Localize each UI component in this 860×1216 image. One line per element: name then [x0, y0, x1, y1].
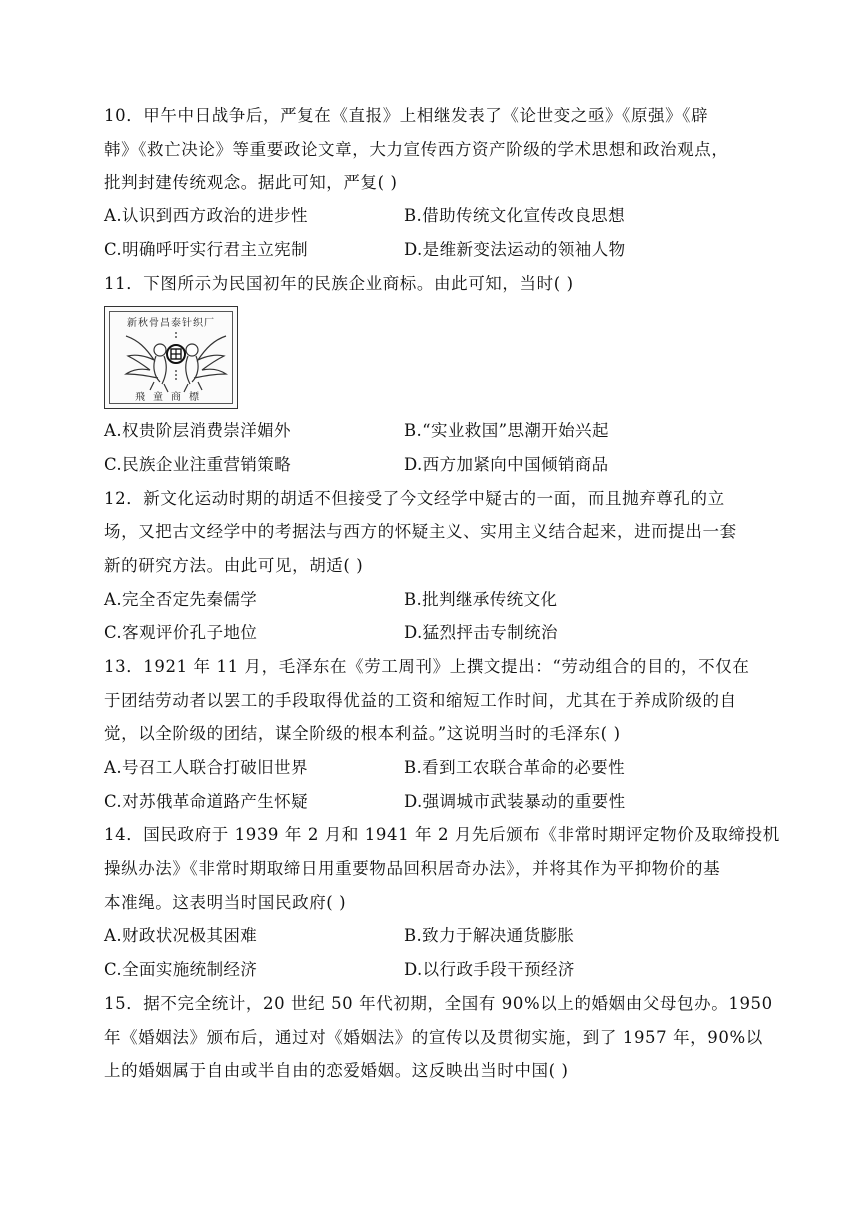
- trademark-image: [104, 306, 238, 409]
- question-13-line-3: 觉，以全阶级的团结，谋全阶级的根本利益。”这说明当时的毛泽东( ): [104, 724, 621, 743]
- question-10-option-d: D.是维新变法运动的领袖人物: [404, 240, 626, 259]
- question-14-line-1: 14．国民政府于 1939 年 2 月和 1941 年 2 月先后颁布《非常时期评定物价及取缔投机: [104, 825, 780, 844]
- question-13-line-2: 于团结劳动者以罢工的手段取得优益的工资和缩短工作时间，尤其在于养成阶级的自: [104, 691, 737, 710]
- question-10-option-a: A.认识到西方政治的进步性: [104, 206, 308, 225]
- trademark-top-text: 新秋骨昌泰针织厂: [127, 318, 215, 329]
- question-10-line-1: 10．甲午中日战争后，严复在《直报》上相继发表了《论世变之亟》《原强》《辟: [104, 106, 709, 125]
- flying-children-illustration: [120, 326, 232, 396]
- question-10-line-2: 韩》《救亡决论》等重要政论文章，大力宣传西方资产阶级的学术思想和政治观点，: [104, 140, 729, 159]
- question-13-option-a: A.号召工人联合打破旧世界: [104, 758, 308, 777]
- trademark-bottom-text: 飛童商標: [135, 392, 207, 403]
- question-11-option-c: C.民族企业注重营销策略: [104, 455, 292, 474]
- question-15-line-1: 15．据不完全统计，20 世纪 50 年代初期，全国有 90%以上的婚姻由父母包办。1950: [104, 994, 773, 1013]
- question-13-option-b: B.看到工农联合革命的必要性: [404, 758, 625, 777]
- question-11-line-1: 11．下图所示为民国初年的民族企业商标。由此可知，当时( ): [104, 274, 574, 293]
- question-15-line-3: 上的婚姻属于自由或半自由的恋爱婚姻。这反映出当时中国( ): [104, 1061, 569, 1080]
- question-11-option-d: D.西方加紧向中国倾销商品: [404, 455, 609, 474]
- question-12-option-c: C.客观评价孔子地位: [104, 623, 258, 642]
- question-13-option-d: D.强调城市武装暴动的重要性: [404, 792, 626, 811]
- question-10-option-b: B.借助传统文化宣传改良思想: [404, 206, 625, 225]
- question-12-option-a: A.完全否定先秦儒学: [104, 590, 258, 609]
- question-14-option-a: A.财政状况极其困难: [104, 926, 258, 945]
- question-12-line-1: 12．新文化运动时期的胡适不但接受了今文经学中疑古的一面，而且抛弃尊孔的立: [104, 489, 725, 508]
- question-14-option-c: C.全面实施统制经济: [104, 960, 258, 979]
- question-14-option-b: B.致力于解决通货膨胀: [404, 926, 575, 945]
- question-14-option-d: D.以行政手段干预经济: [404, 960, 575, 979]
- question-13-option-c: C.对苏俄革命道路产生怀疑: [104, 792, 308, 811]
- question-11-option-b: B.“实业救国”思潮开始兴起: [404, 421, 609, 440]
- trademark-frame: [109, 311, 233, 404]
- question-12-option-b: B.批判继承传统文化: [404, 590, 558, 609]
- question-15-line-2: 年《婚姻法》颁布后，通过对《婚姻法》的宣传以及贯彻实施，到了 1957 年，90%以: [104, 1028, 763, 1047]
- question-12-line-2: 场，又把古文经学中的考据法与西方的怀疑主义、实用主义结合起来，进而提出一套: [104, 522, 737, 541]
- question-14-line-2: 操纵办法》《非常时期取缔日用重要物品回积居奇办法》，并将其作为平抑物价的基: [104, 859, 721, 878]
- question-10-line-3: 批判封建传统观念。据此可知，严复( ): [104, 173, 398, 192]
- question-12-option-d: D.猛烈抨击专制统治: [404, 623, 558, 642]
- question-11-option-a: A.权贵阶层消费崇洋媚外: [104, 421, 291, 440]
- question-10-option-c: C.明确呼吁实行君主立宪制: [104, 240, 308, 259]
- question-13-line-1: 13．1921 年 11 月，毛泽东在《劳工周刊》上撰文提出：“劳动组合的目的，不仅在: [104, 657, 750, 676]
- question-14-line-3: 本准绳。这表明当时国民政府( ): [104, 893, 347, 912]
- question-12-line-3: 新的研究方法。由此可见，胡适( ): [104, 556, 364, 575]
